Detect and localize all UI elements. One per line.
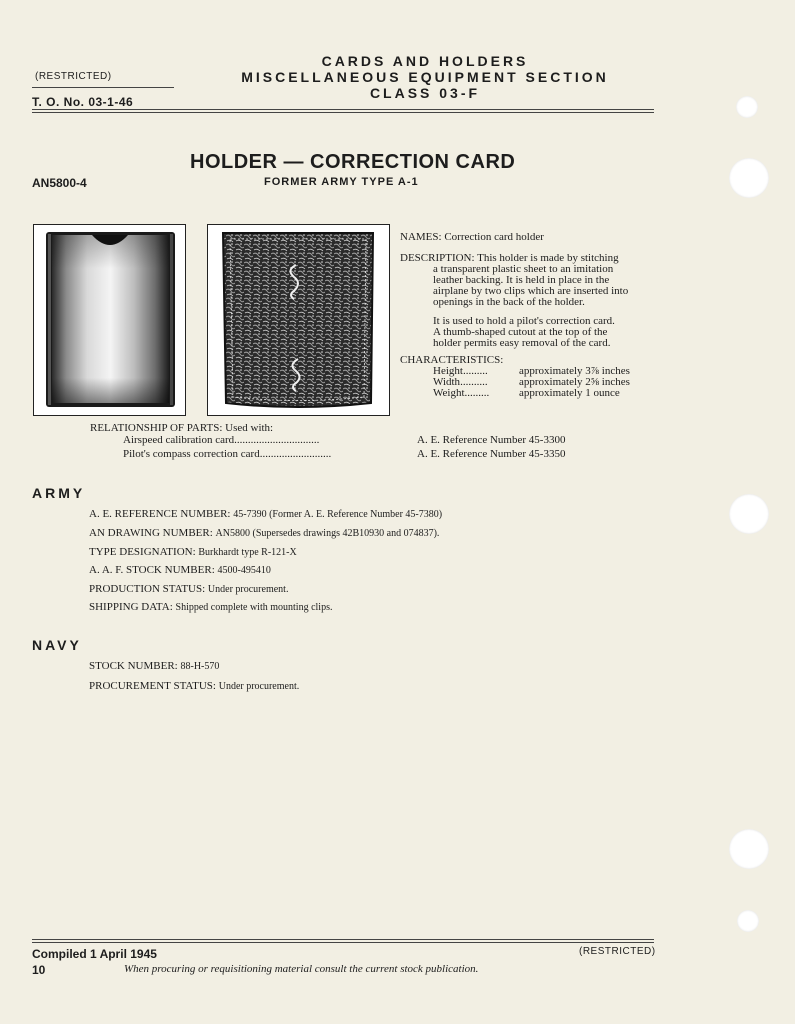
holder-front-image (34, 225, 185, 415)
header-line-2: MISCELLANEOUS EQUIPMENT SECTION (241, 69, 609, 85)
army-line-value: 4500-495410 (217, 565, 271, 576)
footer-rule-1 (32, 939, 654, 940)
army-line-label: A. A. F. STOCK NUMBER: (89, 564, 215, 576)
header-rule-1 (32, 109, 654, 110)
part-ref: A. E. Reference Number 45-3350 (417, 448, 566, 460)
page-title: HOLDER — CORRECTION CARD (190, 151, 516, 173)
navy-line (89, 660, 219, 672)
army-heading: ARMY (32, 485, 86, 501)
army-line-label: SHIPPING DATA: (89, 601, 173, 613)
char-name: Weight (433, 387, 465, 399)
relationship-row (123, 449, 331, 460)
footer-note: When procuring or requisitioning material consult the current stock publication. (124, 963, 479, 975)
punch-hole-4 (729, 829, 769, 869)
army-line (89, 508, 442, 520)
description-p1-line: a transparent plastic sheet to an imitation (433, 263, 614, 275)
army-line-value: Under procurement. (207, 584, 289, 595)
characteristics-label: CHARACTERISTICS: (400, 354, 504, 366)
names-value: Correction card holder (444, 231, 544, 243)
relationship-row (123, 435, 319, 446)
army-line-label: AN DRAWING NUMBER: (89, 527, 213, 539)
relationship-line (90, 423, 273, 434)
punch-hole-2 (729, 158, 769, 198)
army-line (89, 527, 439, 539)
description-p2-line: A thumb-shaped cutout at the top of the (433, 326, 608, 338)
char-dots: ......... (462, 365, 488, 377)
relationship-value: Used with: (225, 422, 274, 434)
description-first: This holder is made by stitching (477, 252, 619, 264)
char-value: approximately 1 ounce (519, 387, 620, 399)
army-line-label: A. E. REFERENCE NUMBER: (89, 508, 231, 520)
navy-line-label: STOCK NUMBER: (89, 660, 178, 672)
army-line (89, 601, 332, 613)
header-line-1: CARDS AND HOLDERS (321, 53, 529, 69)
footer-rule-2 (32, 942, 654, 943)
header-rule-left (32, 87, 174, 88)
page-number: 10 (32, 963, 46, 977)
punch-hole-3 (729, 494, 769, 534)
part-ref: A. E. Reference Number 45-3300 (417, 434, 566, 446)
navy-line (89, 680, 299, 692)
army-line-value: Burkhardt type R-121-X (198, 547, 297, 558)
description-label: DESCRIPTION: (400, 252, 475, 264)
description-p1-line: openings in the back of the holder. (433, 296, 585, 308)
army-line-label: TYPE DESIGNATION: (89, 546, 196, 558)
char-dots: ......... (464, 387, 490, 399)
photo-holder-back (207, 224, 390, 416)
an-number: AN5800-4 (32, 176, 87, 190)
army-line-value: Shipped complete with mounting clips. (175, 602, 333, 613)
part-dots: ............................... (234, 434, 320, 446)
holder-back-image (208, 225, 389, 415)
char-dots: .......... (460, 376, 488, 388)
part-name: Pilot's compass correction card (123, 448, 260, 460)
description-p1-line: airplane by two clips which are inserted into (433, 285, 629, 297)
photo-holder-front (33, 224, 186, 416)
part-dots: .......................... (259, 448, 332, 460)
char-value: approximately 2⅝ inches (519, 376, 630, 388)
to-number: T. O. No. 03-1-46 (32, 95, 134, 109)
navy-line-value: Under procurement. (218, 681, 300, 692)
footer-restricted: (RESTRICTED) (579, 946, 656, 957)
relationship-label: RELATIONSHIP OF PARTS: (90, 422, 223, 434)
punch-hole-1 (736, 96, 758, 118)
header-restricted: (RESTRICTED) (35, 71, 112, 82)
punch-hole-5 (737, 910, 759, 932)
navy-line-value: 88-H-570 (180, 661, 220, 672)
char-row-weight (433, 388, 489, 399)
army-line-label: PRODUCTION STATUS: (89, 583, 206, 595)
char-name: Height (433, 365, 463, 377)
char-value: approximately 3⅞ inches (519, 365, 630, 377)
army-line (89, 564, 271, 576)
part-name: Airspeed calibration card (123, 434, 235, 446)
header-rule-2 (32, 112, 654, 113)
army-line (89, 583, 288, 595)
army-line-value: AN5800 (Supersedes drawings 42B10930 and 074837). (215, 528, 440, 539)
navy-line-label: PROCUREMENT STATUS: (89, 680, 216, 692)
army-line-value: 45-7390 (Former A. E. Reference Number 45-7380) (233, 509, 443, 520)
army-line (89, 546, 297, 558)
description-p2-line: holder permits easy removal of the card. (433, 337, 611, 349)
compiled-date: Compiled 1 April 1945 (32, 947, 157, 961)
former-type: FORMER ARMY TYPE A-1 (264, 176, 419, 188)
header-line-3: CLASS 03-F (369, 85, 481, 101)
names-line (400, 232, 544, 243)
description-p2-line: It is used to hold a pilot's correction card. (433, 315, 615, 327)
char-name: Width (433, 376, 461, 388)
navy-heading: NAVY (32, 637, 82, 653)
names-label: NAMES: (400, 231, 442, 243)
description-p1-line: leather backing. It is held in place in the (433, 274, 610, 286)
